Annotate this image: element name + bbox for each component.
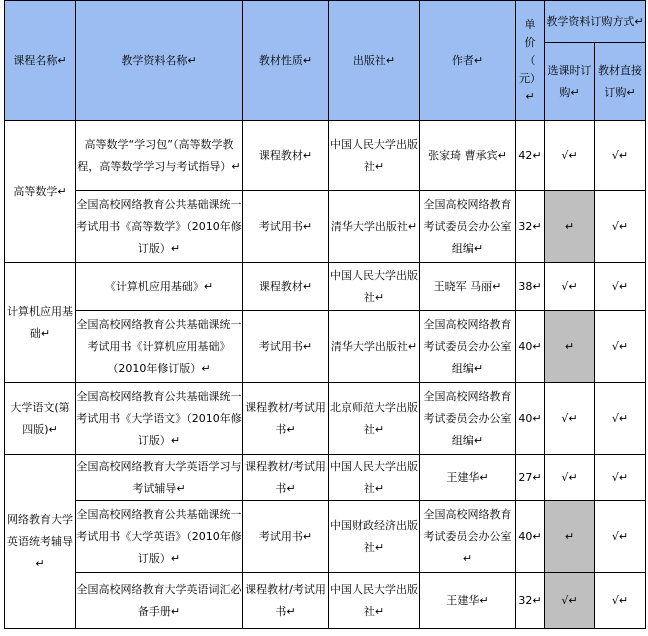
header-price: [516, 1, 545, 121]
price-cell: 42↵: [516, 121, 545, 191]
author-cell: 全国高校网络教育考试委员会办公室↵: [420, 501, 516, 573]
order-course-cell: ↵: [545, 191, 595, 263]
author-cell: 王建华↵: [420, 573, 516, 629]
order-direct-cell: √↵: [595, 311, 646, 383]
table-row: [5, 501, 646, 573]
table-row: [5, 311, 646, 383]
header-price-line: 单: [524, 17, 536, 31]
material-cell: 全国高校网络教育公共基础课统一考试用书《大学英语》（2010年修订版）↵: [76, 501, 243, 573]
header-price-line: （: [524, 53, 536, 67]
header-nature: 教材性质↵: [243, 1, 329, 121]
nature-cell: 考试用书↵: [243, 501, 329, 573]
table-row: [5, 263, 646, 311]
material-cell: 全国高校网络教育大学英语学习与考试辅导↵: [76, 455, 243, 501]
order-direct-cell: √↵: [595, 501, 646, 573]
material-cell: 全国高校网络教育大学英语词汇必备手册↵: [76, 573, 243, 629]
materials-table: [4, 0, 646, 629]
course-cell: 计算机应用基础↵: [5, 263, 76, 383]
order-direct-cell: √↵: [595, 263, 646, 311]
order-direct-cell: √↵: [595, 121, 646, 191]
publisher-cell: 清华大学出版社↵: [329, 311, 420, 383]
table-row: [5, 383, 646, 455]
price-cell: 40↵: [516, 311, 545, 383]
order-course-cell: ↵: [545, 311, 595, 383]
price-cell: 40↵: [516, 383, 545, 455]
header-price-line: 元）↵: [519, 71, 541, 103]
nature-cell: 课程教材↵: [243, 121, 329, 191]
nature-cell: 课程教材/考试用书↵: [243, 383, 329, 455]
table-row: [5, 121, 646, 191]
table-row: [5, 455, 646, 501]
author-cell: 张家琦 曹承宾↵: [420, 121, 516, 191]
publisher-cell: 中国人民大学出版社↵: [329, 573, 420, 629]
header-price-line: 价: [524, 35, 536, 49]
order-direct-cell: √↵: [595, 383, 646, 455]
order-course-cell: √↵: [545, 383, 595, 455]
price-cell: 40↵: [516, 501, 545, 573]
price-cell: 38↵: [516, 263, 545, 311]
publisher-cell: 中国财政经济出版社↵: [329, 501, 420, 573]
order-course-cell: √↵: [545, 121, 595, 191]
material-cell: 全国高校网络教育公共基础课统一考试用书《大学语文》（2010年修订版）↵: [76, 383, 243, 455]
nature-cell: 课程教材↵: [243, 263, 329, 311]
order-course-cell: √↵: [545, 455, 595, 501]
price-cell: 32↵: [516, 573, 545, 629]
header-author: 作者↵: [420, 1, 516, 121]
course-cell: 高等数学↵: [5, 121, 76, 263]
price-cell: 27↵: [516, 455, 545, 501]
course-cell: 大学语文(第四版)↵: [5, 383, 76, 455]
header-order-method: 教学资料订购方式↵: [545, 1, 646, 43]
material-cell: 全国高校网络教育公共基础课统一考试用书《计算机应用基础》（2010年修订版）↵: [76, 311, 243, 383]
order-direct-cell: √↵: [595, 455, 646, 501]
publisher-cell: 中国人民大学出版社↵: [329, 455, 420, 501]
order-course-cell: √↵: [545, 263, 595, 311]
header-course: 课程名称↵: [5, 1, 76, 121]
author-cell: 全国高校网络教育考试委员会办公室组编↵: [420, 191, 516, 263]
author-cell: 全国高校网络教育考试委员会办公室组编↵: [420, 383, 516, 455]
publisher-cell: 中国人民大学出版社↵: [329, 121, 420, 191]
order-course-cell: √↵: [545, 573, 595, 629]
course-cell: 网络教育大学英语统考辅导↵: [5, 455, 76, 629]
header-publisher: 出版社↵: [329, 1, 420, 121]
publisher-cell: 中国人民大学出版社↵: [329, 263, 420, 311]
order-direct-cell: √↵: [595, 191, 646, 263]
author-cell: 王建华↵: [420, 455, 516, 501]
order-direct-cell: √↵: [595, 573, 646, 629]
header-order-course: 选课时订购↵: [545, 43, 595, 121]
header-order-direct: 教材直接订购↵: [595, 43, 646, 121]
price-cell: 32↵: [516, 191, 545, 263]
table-row: [5, 573, 646, 629]
nature-cell: 课程教材/考试用书↵: [243, 455, 329, 501]
nature-cell: 课程教材/考试用书↵: [243, 573, 329, 629]
material-cell: 高等数学“学习包”（高等数学教程，高等数学学习与考试指导）↵: [76, 121, 243, 191]
table-row: [5, 191, 646, 263]
order-course-cell: ↵: [545, 501, 595, 573]
nature-cell: 考试用书↵: [243, 311, 329, 383]
material-cell: 《计算机应用基础》↵: [76, 263, 243, 311]
material-cell: 全国高校网络教育公共基础课统一考试用书《高等数学》（2010年修订版）↵: [76, 191, 243, 263]
nature-cell: 考试用书↵: [243, 191, 329, 263]
author-cell: 全国高校网络教育考试委员会办公室组编↵: [420, 311, 516, 383]
publisher-cell: 清华大学出版社↵: [329, 191, 420, 263]
author-cell: 王晓军 马丽↵: [420, 263, 516, 311]
publisher-cell: 北京师范大学出版社↵: [329, 383, 420, 455]
header-material: 教学资料名称↵: [76, 1, 243, 121]
